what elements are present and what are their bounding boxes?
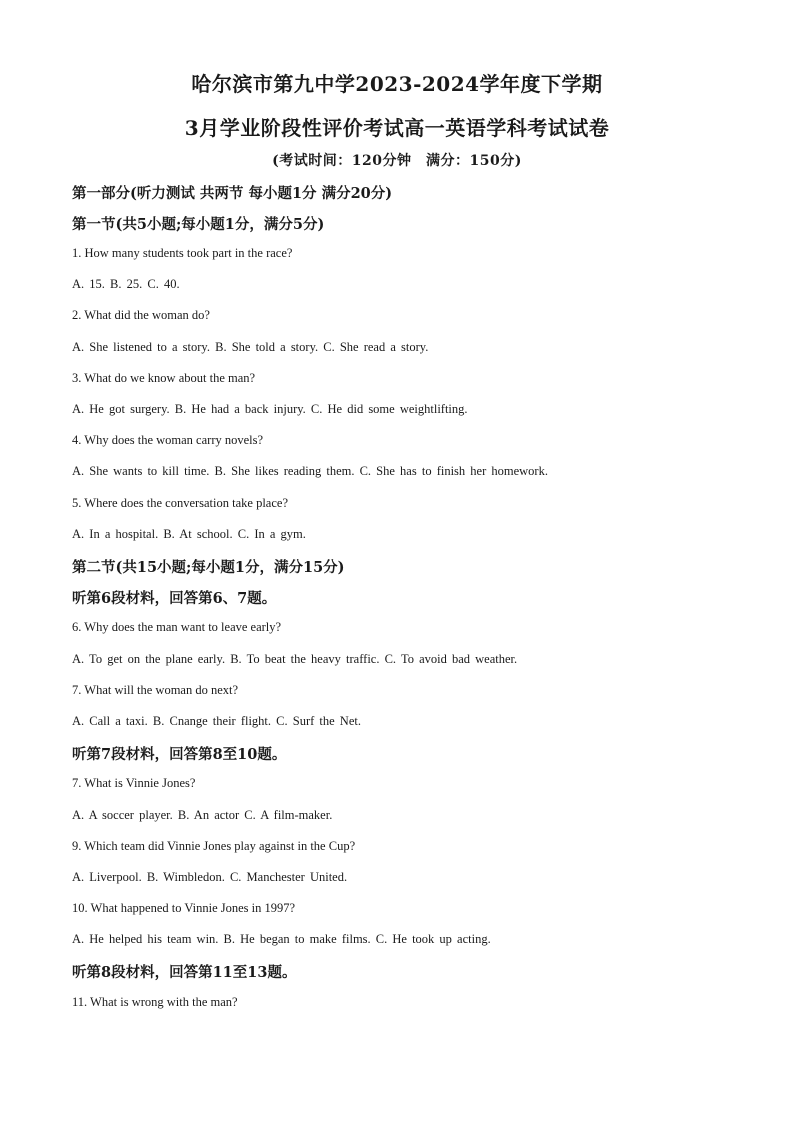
- question-6-options: A. To get on the plane early. B. To beat the heavy traffic. C. To avoid bad weather.: [72, 652, 518, 666]
- question-1: 1. How many students took part in the race?: [72, 246, 293, 260]
- question-3-options: A. He got surgery. B. He had a back injury. C. He did some weightlifting.: [72, 402, 468, 416]
- section-two-heading: 第二节(共15小题;每小题1分，满分15分): [72, 559, 345, 576]
- passage-6-heading: 听第6段材料，回答第6、7题。: [72, 590, 277, 607]
- question-2-options: A. She listened to a story. B. She told a story. C. She read a story.: [72, 340, 429, 354]
- exam-title-line1: 哈尔滨市第九中学2023-2024学年度下学期: [191, 72, 603, 96]
- question-4: 4. Why does the woman carry novels?: [72, 433, 264, 447]
- question-6: 6. Why does the man want to leave early?: [72, 620, 282, 634]
- question-9-options: A. Liverpool. B. Wimbledon. C. Manchester United.: [72, 870, 348, 884]
- exam-time-and-score: (考试时间：120分钟 满分：150分): [272, 153, 522, 169]
- exam-title-line2: 3月学业阶段性评价考试高一英语学科考试试卷: [184, 116, 610, 140]
- question-4-options: A. She wants to kill time. B. She likes reading them. C. She has to finish her homework.: [72, 464, 548, 478]
- question-5: 5. Where does the conversation take place?: [72, 496, 288, 510]
- question-7: 7. What will the woman do next?: [72, 683, 239, 697]
- question-11: 11. What is wrong with the man?: [72, 995, 238, 1009]
- question-8: 7. What is Vinnie Jones?: [72, 776, 196, 790]
- question-3: 3. What do we know about the man?: [72, 371, 256, 385]
- question-1-options: A. 15. B. 25. C. 40.: [72, 277, 180, 291]
- section-one-heading: 第一节(共5小题;每小题1分，满分5分): [72, 216, 325, 233]
- part-one-heading: 第一部分(听力测试 共两节 每小题1分 满分20分): [72, 185, 393, 202]
- question-10: 10. What happened to Vinnie Jones in 1997?: [72, 901, 296, 915]
- question-10-options: A. He helped his team win. B. He began to make films. C. He took up acting.: [72, 932, 491, 946]
- question-7-options: A. Call a taxi. B. Cnange their flight. C. Surf the Net.: [72, 714, 361, 728]
- question-2: 2. What did the woman do?: [72, 308, 210, 322]
- passage-7-heading: 听第7段材料，回答第8至10题。: [72, 746, 287, 763]
- question-5-options: A. In a hospital. B. At school. C. In a gym.: [72, 527, 306, 541]
- question-9: 9. Which team did Vinnie Jones play against in the Cup?: [72, 839, 356, 853]
- question-8-options: A. A soccer player. B. An actor C. A film-maker.: [72, 808, 333, 822]
- passage-8-heading: 听第8段材料，回答第11至13题。: [72, 964, 297, 981]
